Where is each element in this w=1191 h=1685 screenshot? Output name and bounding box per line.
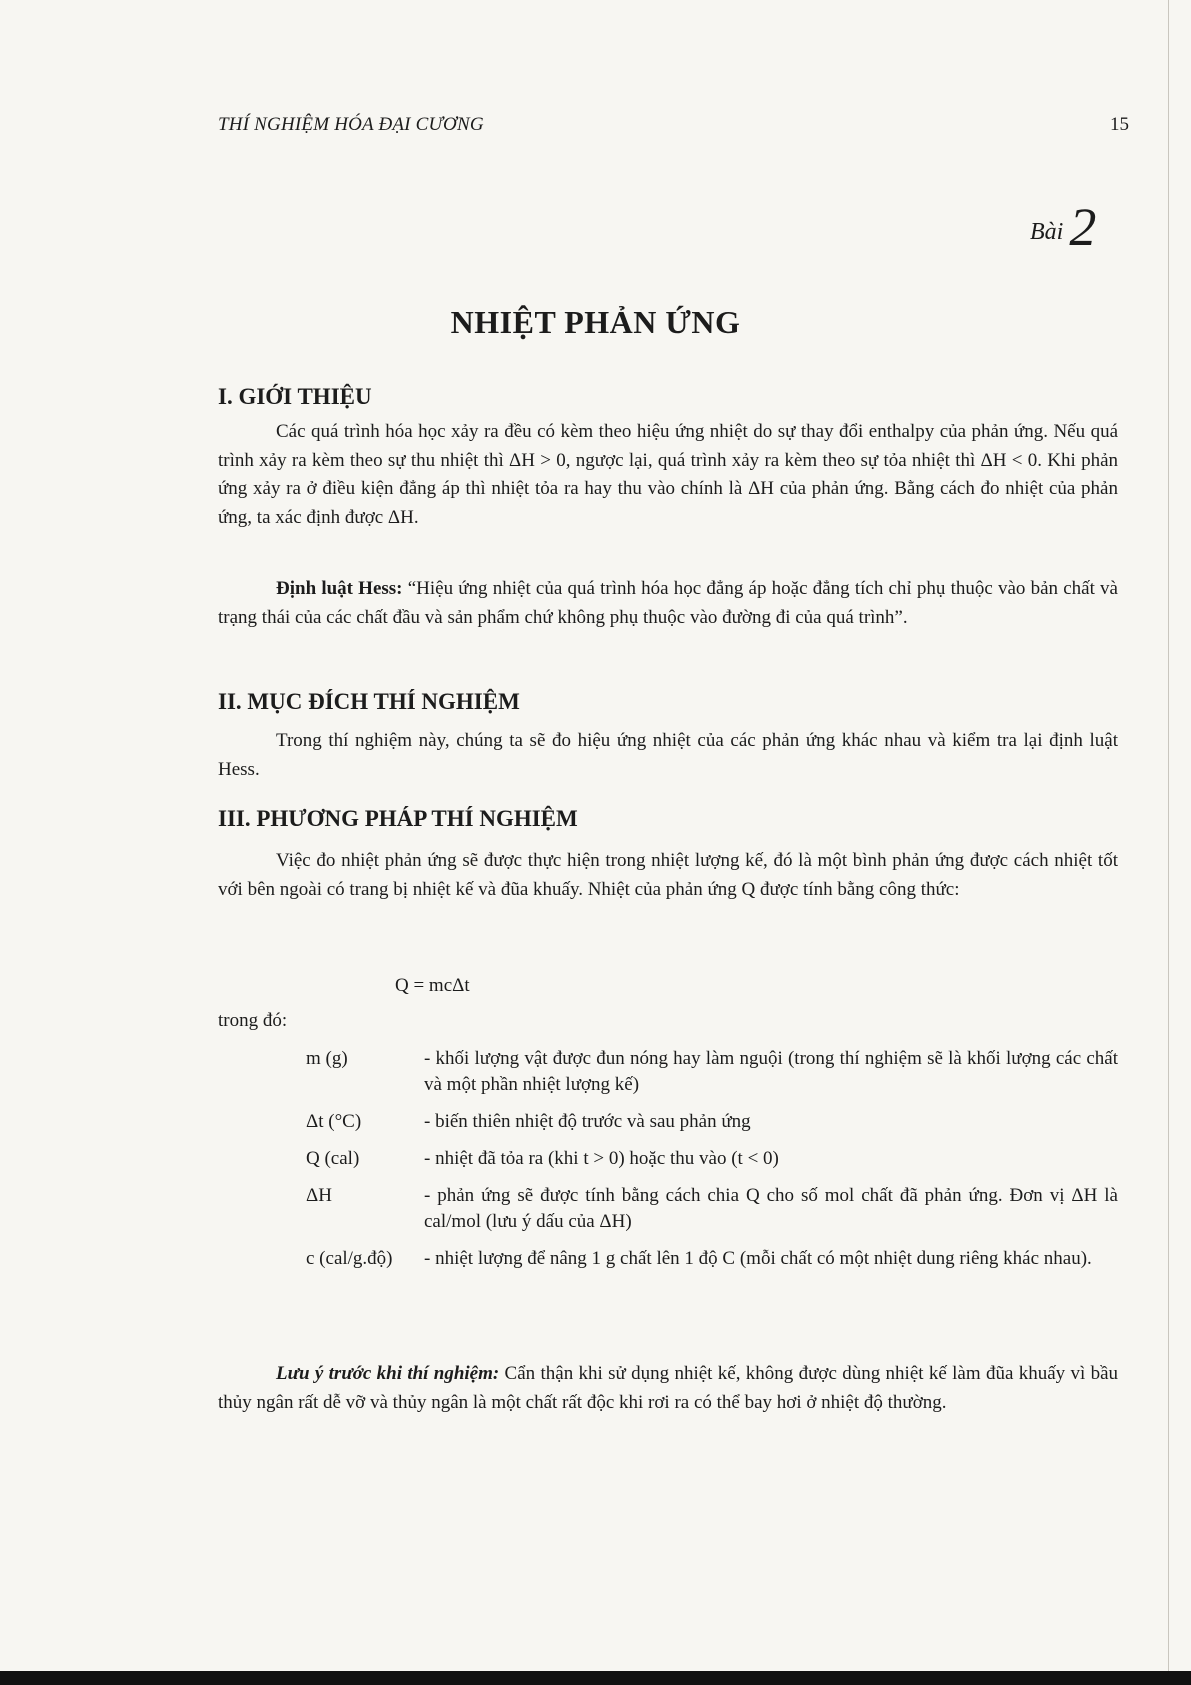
- running-header-title: THÍ NGHIỆM HÓA ĐẠI CƯƠNG: [218, 114, 484, 135]
- heat-formula: Q = mcΔt: [395, 975, 470, 996]
- definition-desc: - phản ứng sẽ được tính bằng cách chia Q cho số mol chất đã phản ứng. Đơn vị ΔH là cal/mol (lưu ý dấu của ΔH): [424, 1185, 1118, 1232]
- method-paragraph: Việc đo nhiệt phản ứng sẽ được thực hiện trong nhiệt lượng kế, đó là một bình phản ứng được cách nhiệt tốt với bên ngoài có trang bị nhiệt kế và đũa khuấy. Nhiệt của phản ứng Q được tính bằng công thức:: [218, 850, 1118, 900]
- definition-row: [306, 1183, 1118, 1235]
- hess-law-label: Định luật Hess:: [276, 578, 403, 599]
- page-number: 15: [1110, 114, 1129, 135]
- lesson-word: Bài: [1030, 219, 1064, 245]
- section-heading-method: III. PHƯƠNG PHÁP THÍ NGHIỆM: [218, 806, 578, 831]
- page-edge: [1168, 0, 1169, 1685]
- hess-law-paragraph: [218, 575, 1118, 632]
- safety-note-text: Cẩn thận khi sử dụng nhiệt kế, không được dùng nhiệt kế làm đũa khuấy vì bầu thủy ngân rất dễ vỡ và thủy ngân là một chất rất độc khi rơi ra có thể bay hơi ở nhiệt độ thường.: [218, 1363, 1118, 1413]
- section-heading-purpose: II. MỤC ĐÍCH THÍ NGHIỆM: [218, 689, 520, 714]
- definition-term: Δt (°C): [306, 1111, 362, 1132]
- page-title: NHIỆT PHẢN ỨNG: [450, 304, 741, 340]
- definition-term: c (cal/g.độ): [306, 1248, 393, 1269]
- definition-row: [306, 1246, 1118, 1272]
- purpose-paragraph: Trong thí nghiệm này, chúng ta sẽ đo hiệu ứng nhiệt của các phản ứng khác nhau và kiểm tra lại định luật Hess.: [218, 730, 1118, 780]
- definition-term: Q (cal): [306, 1148, 360, 1169]
- lesson-number: 2: [1069, 197, 1097, 257]
- definition-row: [306, 1146, 1118, 1172]
- definition-desc: - nhiệt lượng để nâng 1 g chất lên 1 độ C (mỗi chất có một nhiệt dung riêng khác nhau).: [424, 1248, 1092, 1269]
- definition-row: [306, 1046, 1118, 1098]
- where-label: trong đó:: [218, 1010, 288, 1031]
- definition-desc: - nhiệt đã tỏa ra (khi t > 0) hoặc thu vào (t < 0): [424, 1148, 779, 1169]
- scan-bottom-band: [0, 1671, 1191, 1685]
- definition-term: ΔH: [306, 1185, 332, 1206]
- section-heading-intro: I. GIỚI THIỆU: [218, 384, 372, 409]
- definition-desc: - biến thiên nhiệt độ trước và sau phản ứng: [424, 1111, 751, 1132]
- definition-desc: - khối lượng vật được đun nóng hay làm nguội (trong thí nghiệm sẽ là khối lượng các chất và một phần nhiệt lượng kế): [424, 1048, 1118, 1095]
- safety-note-label: Lưu ý trước khi thí nghiệm:: [276, 1363, 500, 1384]
- definitions-list: [306, 1046, 1118, 1283]
- safety-note-paragraph: [218, 1360, 1118, 1417]
- definition-row: [306, 1109, 1118, 1135]
- intro-paragraph: Các quá trình hóa học xảy ra đều có kèm theo hiệu ứng nhiệt do sự thay đổi enthalpy của phản ứng. Nếu quá trình xảy ra kèm theo sự thu nhiệt thì ΔH > 0, ngược lại, quá trình xảy ra kèm theo sự tỏa nhiệt thì ΔH < 0. Khi phản ứng xảy ra ở điều kiện đẳng áp thì nhiệt tỏa ra hay thu vào chính là ΔH của phản ứng. Bằng cách đo nhiệt của phản ứng, ta xác định được ΔH.: [218, 421, 1118, 528]
- definition-term: m (g): [306, 1048, 348, 1069]
- lesson-label: [1030, 196, 1096, 258]
- hess-law-text: “Hiệu ứng nhiệt của quá trình hóa học đẳng áp hoặc đẳng tích chỉ phụ thuộc vào bản chất và trạng thái của các chất đầu và sản phẩm chứ không phụ thuộc vào đường đi của quá trình”.: [218, 578, 1118, 628]
